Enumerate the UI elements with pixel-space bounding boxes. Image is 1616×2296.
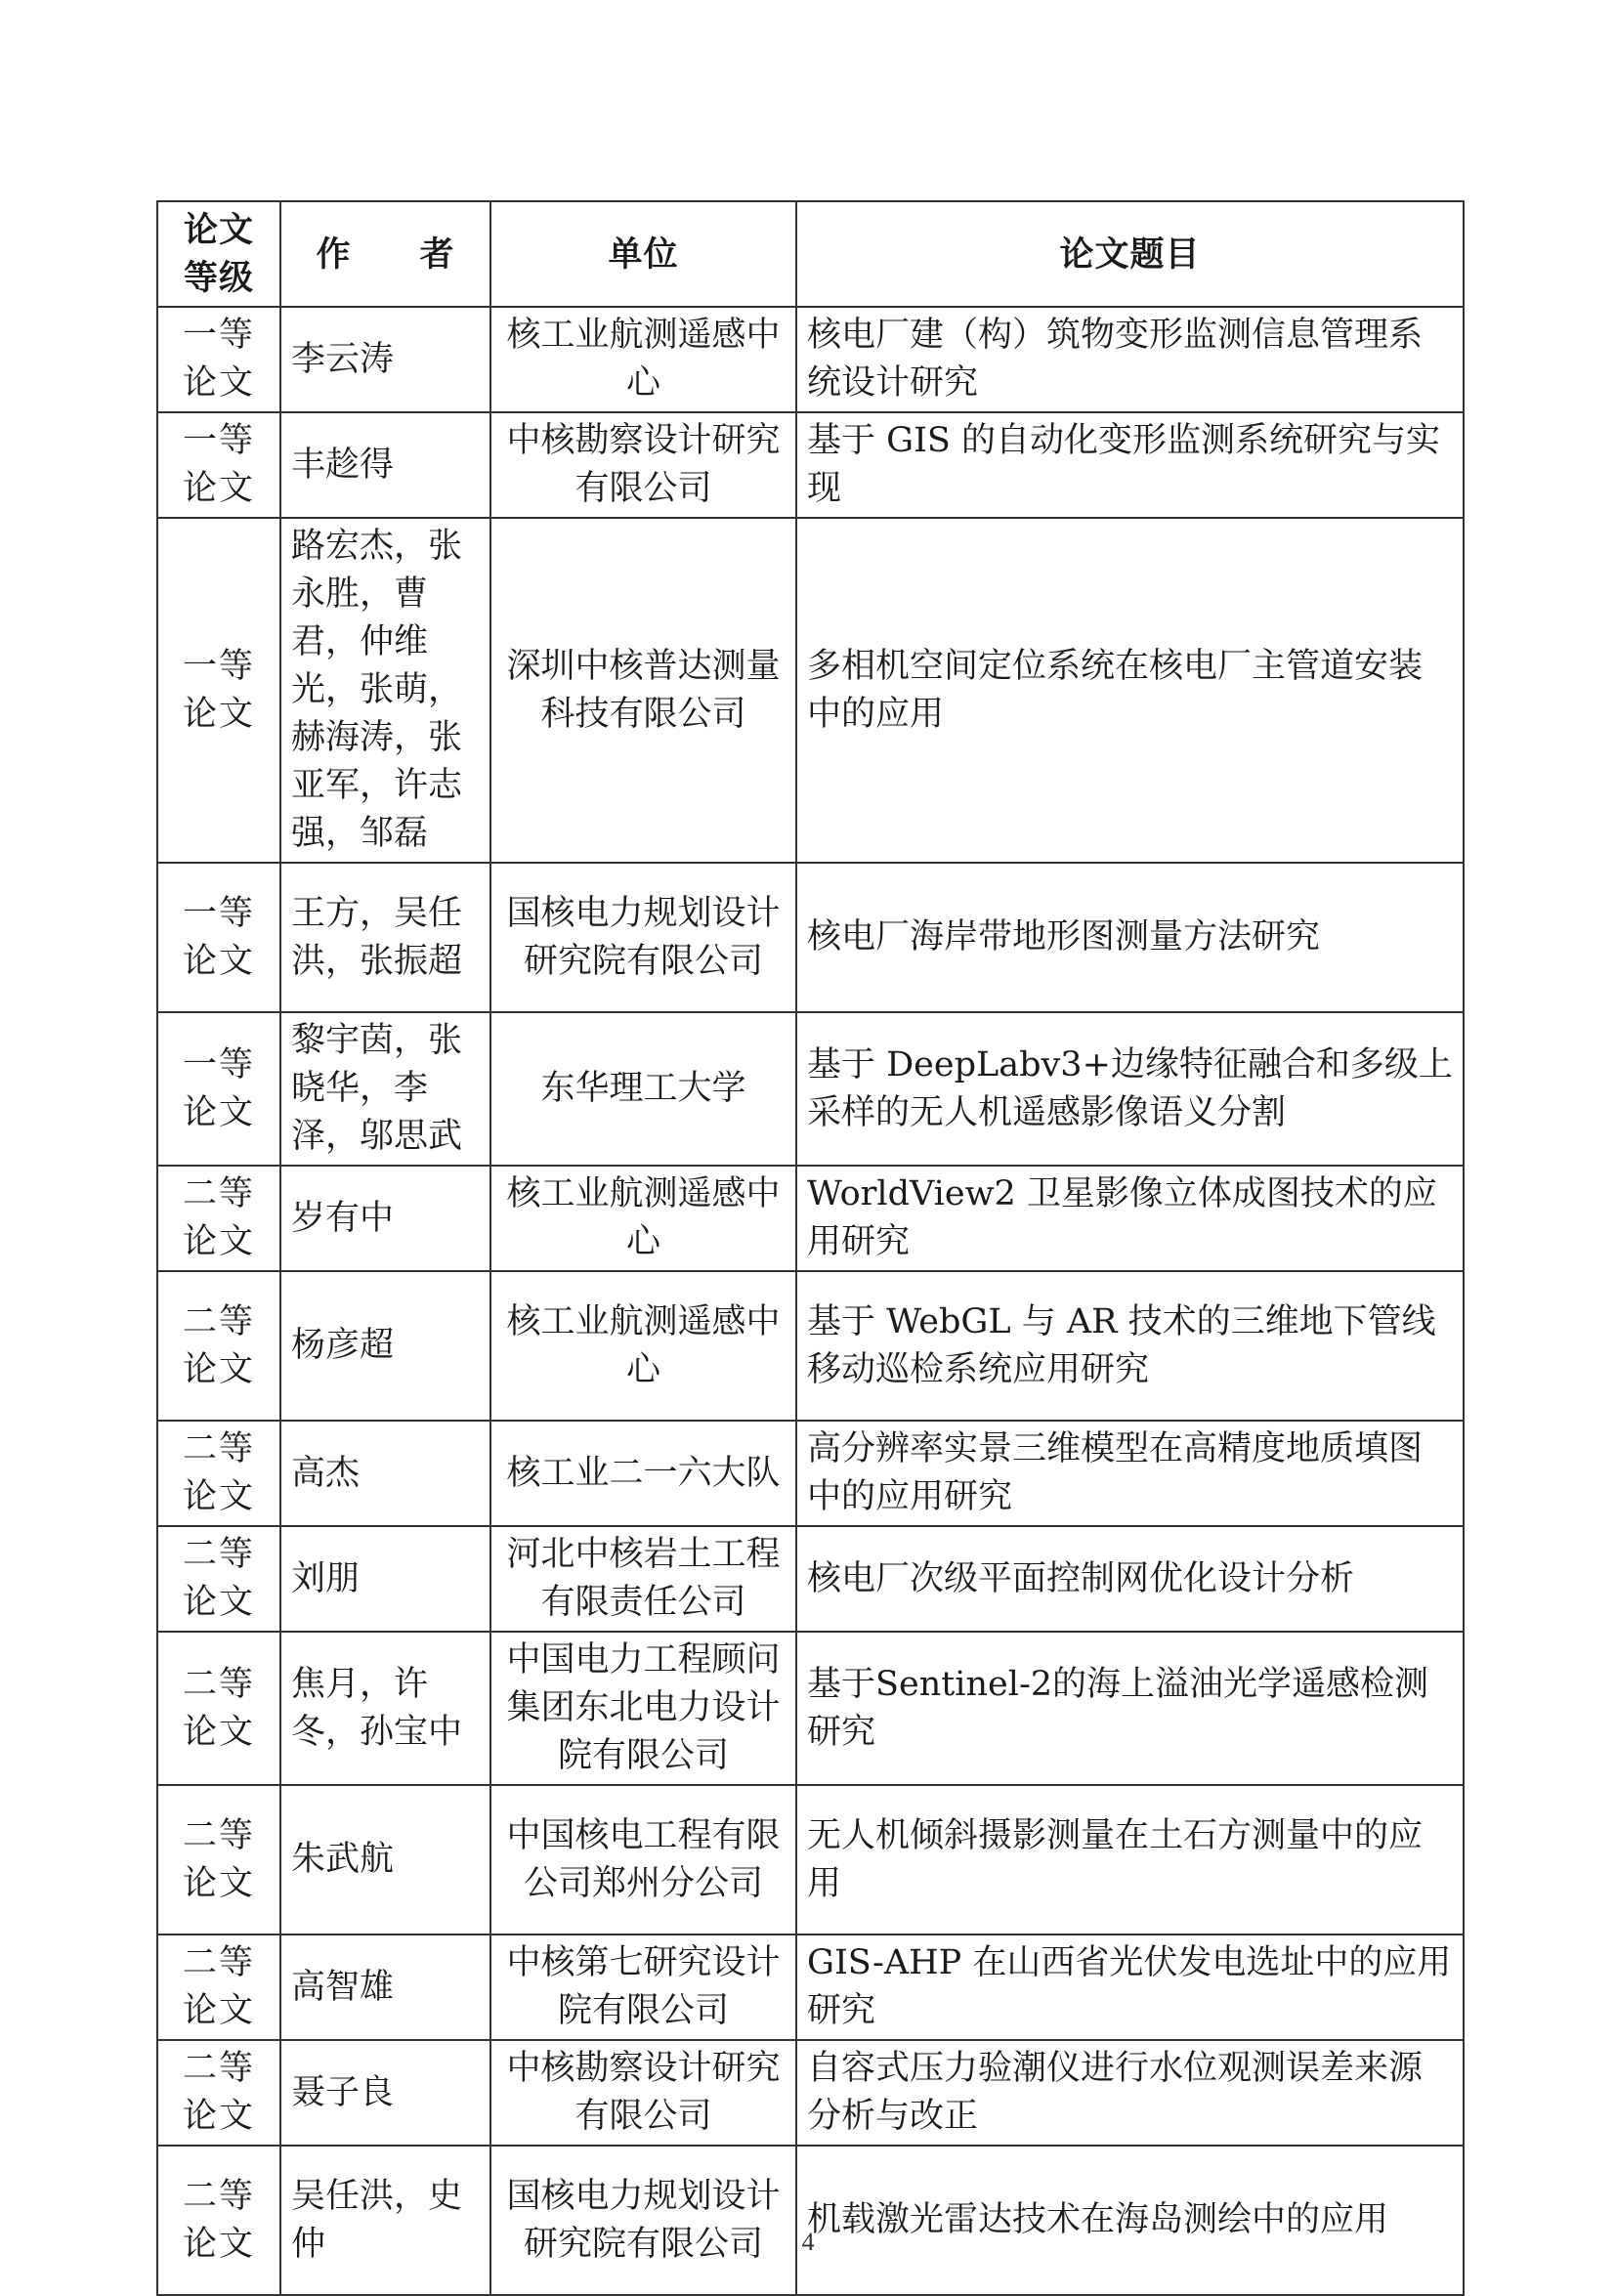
author-cell: 焦月，许冬，孙宝中: [280, 1632, 490, 1785]
author-cell: 岁有中: [280, 1166, 490, 1271]
title-cell: 基于 DeepLabv3+边缘特征融合和多级上采样的无人机遥感影像语义分割: [796, 1012, 1464, 1166]
author-cell: 高杰: [280, 1421, 490, 1526]
table-row: [157, 518, 1464, 863]
title-cell: 核电厂建（构）筑物变形监测信息管理系统设计研究: [796, 307, 1464, 412]
author-cell: 李云涛: [280, 307, 490, 412]
title-cell: 基于Sentinel-2的海上溢油光学遥感检测研究: [796, 1632, 1464, 1785]
unit-cell: 核工业航测遥感中心: [490, 1271, 796, 1421]
header-row: [157, 201, 1464, 307]
author-cell: 吴任洪，史仲: [280, 2146, 490, 2295]
table-row: [157, 1632, 1464, 1785]
grade-cell: 二等论文: [157, 1526, 280, 1632]
author-cell: 丰趁得: [280, 412, 490, 518]
author-cell: 刘朋: [280, 1526, 490, 1632]
page-number: 4: [801, 2228, 815, 2256]
title-cell: 无人机倾斜摄影测量在土石方测量中的应用: [796, 1785, 1464, 1935]
title-cell: 核电厂次级平面控制网优化设计分析: [796, 1526, 1464, 1632]
header-author-first: 作: [316, 234, 352, 275]
title-cell: WorldView2 卫星影像立体成图技术的应用研究: [796, 1166, 1464, 1271]
unit-cell: 中核第七研究设计院有限公司: [490, 1935, 796, 2040]
author-cell: 聂子良: [280, 2040, 490, 2146]
unit-cell: 深圳中核普达测量科技有限公司: [490, 518, 796, 863]
grade-cell: 二等论文: [157, 1632, 280, 1785]
table-row: [157, 1935, 1464, 2040]
unit-cell: 中核勘察设计研究有限公司: [490, 412, 796, 518]
unit-cell: 中国核电工程有限公司郑州分公司: [490, 1785, 796, 1935]
unit-cell: 核工业航测遥感中心: [490, 1166, 796, 1271]
unit-cell: 中核勘察设计研究有限公司: [490, 2040, 796, 2146]
table-row: [157, 1421, 1464, 1526]
title-cell: 高分辨率实景三维模型在高精度地质填图中的应用研究: [796, 1421, 1464, 1526]
grade-cell: 二等论文: [157, 1785, 280, 1935]
table-row: [157, 1271, 1464, 1421]
header-unit: 单位: [490, 201, 796, 307]
author-cell: 黎宇茵，张晓华，李泽，邬思武: [280, 1012, 490, 1166]
unit-cell: 国核电力规划设计研究院有限公司: [490, 2146, 796, 2295]
author-cell: 杨彦超: [280, 1271, 490, 1421]
table-row: [157, 307, 1464, 412]
table-row: [157, 2146, 1464, 2295]
header-grade: 论文等级: [157, 201, 280, 307]
table-row: [157, 1012, 1464, 1166]
title-cell: GIS-AHP 在山西省光伏发电选址中的应用研究: [796, 1935, 1464, 2040]
grade-cell: 二等论文: [157, 2040, 280, 2146]
table-row: [157, 1166, 1464, 1271]
author-cell: 路宏杰，张永胜，曹君，仲维光，张萌，赫海涛，张亚军，许志强，邹磊: [280, 518, 490, 863]
table-row: [157, 2040, 1464, 2146]
grade-cell: 一等论文: [157, 863, 280, 1012]
unit-cell: 国核电力规划设计研究院有限公司: [490, 863, 796, 1012]
title-cell: 多相机空间定位系统在核电厂主管道安装中的应用: [796, 518, 1464, 863]
author-cell: 高智雄: [280, 1935, 490, 2040]
grade-cell: 二等论文: [157, 1166, 280, 1271]
author-cell: 王方，吴任洪，张振超: [280, 863, 490, 1012]
unit-cell: 核工业二一六大队: [490, 1421, 796, 1526]
table-row: [157, 1785, 1464, 1935]
header-title: 论文题目: [796, 201, 1464, 307]
table-row: [157, 863, 1464, 1012]
grade-cell: 一等论文: [157, 518, 280, 863]
grade-cell: 一等论文: [157, 1012, 280, 1166]
header-author: [280, 201, 490, 307]
grade-cell: 二等论文: [157, 1271, 280, 1421]
unit-cell: 东华理工大学: [490, 1012, 796, 1166]
award-table: [156, 200, 1465, 2296]
title-cell: 机载激光雷达技术在海岛测绘中的应用: [796, 2146, 1464, 2295]
title-cell: 核电厂海岸带地形图测量方法研究: [796, 863, 1464, 1012]
table-row: [157, 412, 1464, 518]
header-author-second: 者: [419, 234, 455, 275]
unit-cell: 核工业航测遥感中心: [490, 307, 796, 412]
unit-cell: 中国电力工程顾问集团东北电力设计院有限公司: [490, 1632, 796, 1785]
table-row: [157, 1526, 1464, 1632]
grade-cell: 一等论文: [157, 307, 280, 412]
title-cell: 基于 GIS 的自动化变形监测系统研究与实现: [796, 412, 1464, 518]
grade-cell: 二等论文: [157, 1421, 280, 1526]
grade-cell: 一等论文: [157, 412, 280, 518]
author-cell: 朱武航: [280, 1785, 490, 1935]
title-cell: 自容式压力验潮仪进行水位观测误差来源分析与改正: [796, 2040, 1464, 2146]
unit-cell: 河北中核岩土工程有限责任公司: [490, 1526, 796, 1632]
grade-cell: 二等论文: [157, 2146, 280, 2295]
title-cell: 基于 WebGL 与 AR 技术的三维地下管线移动巡检系统应用研究: [796, 1271, 1464, 1421]
grade-cell: 二等论文: [157, 1935, 280, 2040]
